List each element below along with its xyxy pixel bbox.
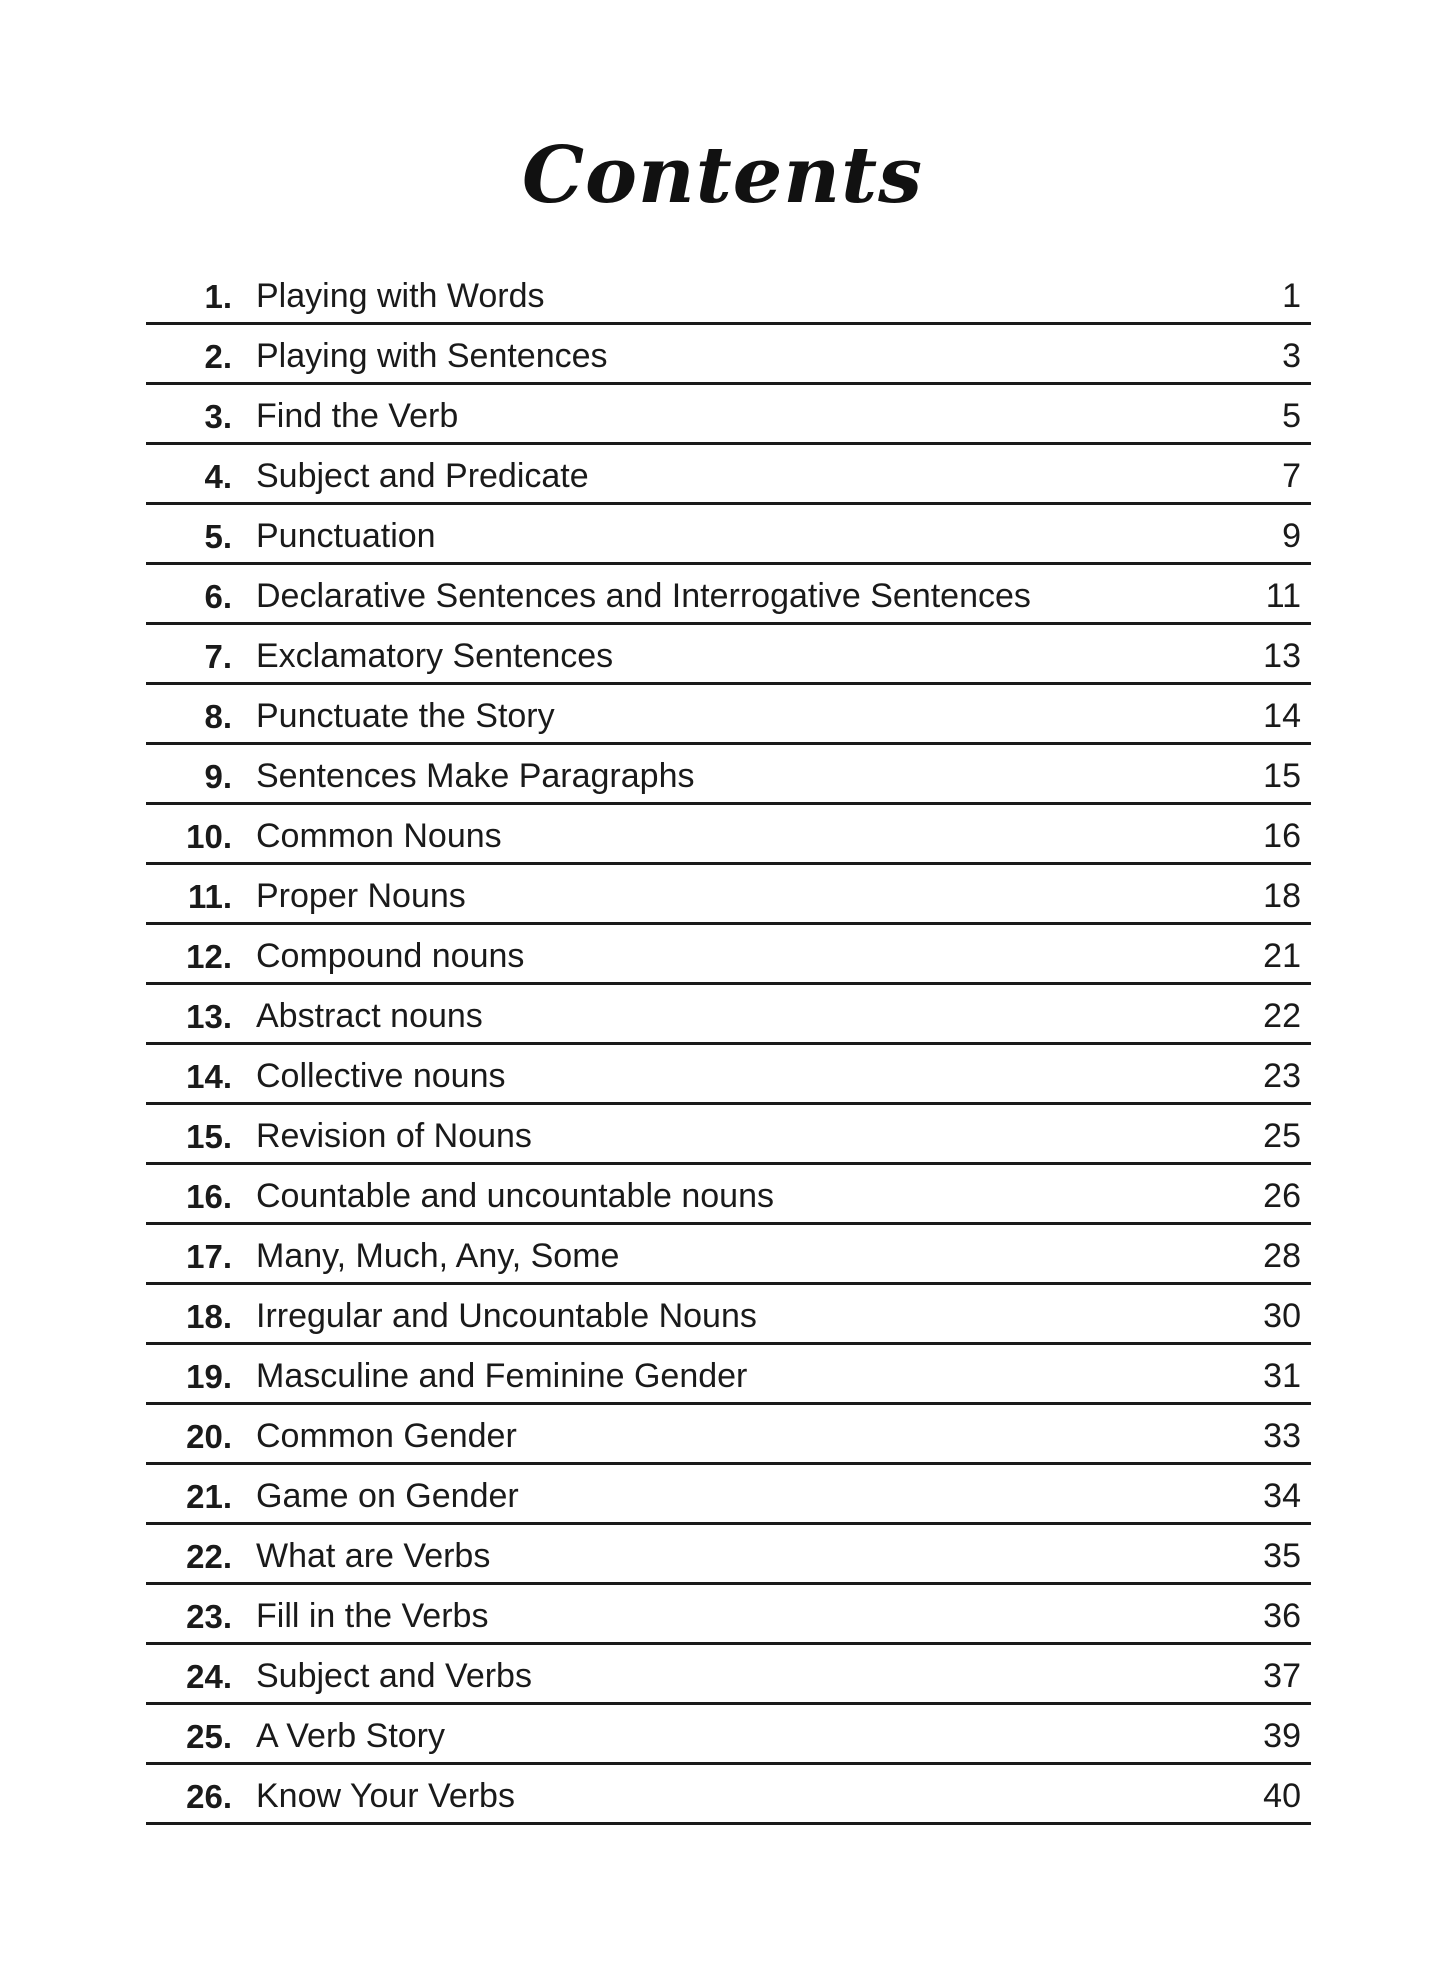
chapter-title: Playing with Words xyxy=(256,277,545,315)
chapter-title: Exclamatory Sentences xyxy=(256,637,614,675)
page-number: 3 xyxy=(1282,337,1301,375)
page-number: 26 xyxy=(1263,1177,1301,1215)
table-of-contents xyxy=(146,265,1311,1825)
chapter-number: 23. xyxy=(186,1598,232,1635)
toc-entry xyxy=(146,1045,1311,1105)
toc-entry xyxy=(146,1465,1311,1525)
toc-entry xyxy=(146,1585,1311,1645)
chapter-title: Proper Nouns xyxy=(256,877,466,915)
toc-entry xyxy=(146,1765,1311,1825)
chapter-title: Game on Gender xyxy=(256,1477,519,1515)
chapter-title: Fill in the Verbs xyxy=(256,1597,489,1635)
page-number: 14 xyxy=(1263,697,1301,735)
toc-entry xyxy=(146,1225,1311,1285)
toc-entry xyxy=(146,505,1311,565)
chapter-title: Many, Much, Any, Some xyxy=(256,1237,620,1275)
chapter-number: 9. xyxy=(204,758,232,795)
toc-entry xyxy=(146,865,1311,925)
page-number: 1 xyxy=(1282,277,1301,315)
page-number: 22 xyxy=(1263,997,1301,1035)
toc-entry xyxy=(146,1105,1311,1165)
chapter-number: 8. xyxy=(204,698,232,735)
chapter-number: 16. xyxy=(186,1178,232,1215)
chapter-title: Compound nouns xyxy=(256,937,525,975)
chapter-title: Subject and Predicate xyxy=(256,457,589,495)
chapter-number: 3. xyxy=(204,398,232,435)
page-number: 16 xyxy=(1263,817,1301,855)
chapter-number: 10. xyxy=(186,818,232,855)
page-number: 40 xyxy=(1263,1777,1301,1815)
chapter-title: Collective nouns xyxy=(256,1057,506,1095)
page-number: 5 xyxy=(1282,397,1301,435)
chapter-title: Abstract nouns xyxy=(256,997,483,1035)
toc-entry xyxy=(146,325,1311,385)
page-number: 36 xyxy=(1263,1597,1301,1635)
page-number: 37 xyxy=(1263,1657,1301,1695)
page-number: 11 xyxy=(1265,577,1301,615)
page-number: 23 xyxy=(1263,1057,1301,1095)
chapter-title: Irregular and Uncountable Nouns xyxy=(256,1297,757,1335)
toc-entry xyxy=(146,1525,1311,1585)
chapter-number: 19. xyxy=(186,1358,232,1395)
page-number: 39 xyxy=(1263,1717,1301,1755)
chapter-title: Countable and uncountable nouns xyxy=(256,1177,774,1215)
toc-entry xyxy=(146,745,1311,805)
chapter-number: 5. xyxy=(204,518,232,555)
chapter-title: A Verb Story xyxy=(256,1717,445,1755)
chapter-number: 26. xyxy=(186,1778,232,1815)
chapter-number: 20. xyxy=(186,1418,232,1455)
chapter-title: Punctuate the Story xyxy=(256,697,555,735)
toc-entry xyxy=(146,1165,1311,1225)
page-number: 13 xyxy=(1263,637,1301,675)
page-number: 31 xyxy=(1263,1357,1301,1395)
toc-entry xyxy=(146,805,1311,865)
chapter-number: 6. xyxy=(204,578,232,615)
toc-entry xyxy=(146,685,1311,745)
chapter-title: Sentences Make Paragraphs xyxy=(256,757,695,795)
page-number: 33 xyxy=(1263,1417,1301,1455)
page-number: 18 xyxy=(1263,877,1301,915)
page-number: 21 xyxy=(1263,937,1301,975)
chapter-number: 11. xyxy=(187,878,232,915)
toc-entry xyxy=(146,445,1311,505)
chapter-number: 21. xyxy=(186,1478,232,1515)
chapter-number: 14. xyxy=(186,1058,232,1095)
chapter-number: 7. xyxy=(204,638,232,675)
chapter-number: 17. xyxy=(186,1238,232,1275)
chapter-title: Find the Verb xyxy=(256,397,459,435)
toc-entry xyxy=(146,1705,1311,1765)
chapter-number: 1. xyxy=(204,278,232,315)
page-number: 7 xyxy=(1282,457,1301,495)
chapter-title: Common Gender xyxy=(256,1417,517,1455)
toc-entry xyxy=(146,1405,1311,1465)
toc-entry xyxy=(146,265,1311,325)
chapter-number: 18. xyxy=(186,1298,232,1335)
toc-entry xyxy=(146,1345,1311,1405)
page-number: 28 xyxy=(1263,1237,1301,1275)
toc-entry xyxy=(146,625,1311,685)
toc-entry xyxy=(146,385,1311,445)
chapter-number: 25. xyxy=(186,1718,232,1755)
toc-entry xyxy=(146,565,1311,625)
page-number: 25 xyxy=(1263,1117,1301,1155)
toc-entry xyxy=(146,985,1311,1045)
chapter-title: Playing with Sentences xyxy=(256,337,608,375)
page-number: 34 xyxy=(1263,1477,1301,1515)
chapter-title: Common Nouns xyxy=(256,817,502,855)
chapter-number: 24. xyxy=(186,1658,232,1695)
chapter-number: 13. xyxy=(186,998,232,1035)
chapter-title: What are Verbs xyxy=(256,1537,491,1575)
chapter-number: 12. xyxy=(186,938,232,975)
chapter-number: 2. xyxy=(204,338,232,375)
page-number: 9 xyxy=(1282,517,1301,555)
page-title: Contents xyxy=(521,130,924,221)
chapter-title: Punctuation xyxy=(256,517,436,555)
chapter-number: 22. xyxy=(186,1538,232,1575)
chapter-title: Declarative Sentences and Interrogative Sentences xyxy=(256,577,1031,615)
chapter-number: 4. xyxy=(204,458,232,495)
chapter-title: Know Your Verbs xyxy=(256,1777,515,1815)
toc-entry xyxy=(146,925,1311,985)
page-number: 35 xyxy=(1263,1537,1301,1575)
page-number: 15 xyxy=(1263,757,1301,795)
chapter-title: Subject and Verbs xyxy=(256,1657,532,1695)
page-number: 30 xyxy=(1263,1297,1301,1335)
toc-entry xyxy=(146,1285,1311,1345)
chapter-title: Masculine and Feminine Gender xyxy=(256,1357,748,1395)
chapter-number: 15. xyxy=(186,1118,232,1155)
chapter-title: Revision of Nouns xyxy=(256,1117,532,1155)
toc-entry xyxy=(146,1645,1311,1705)
